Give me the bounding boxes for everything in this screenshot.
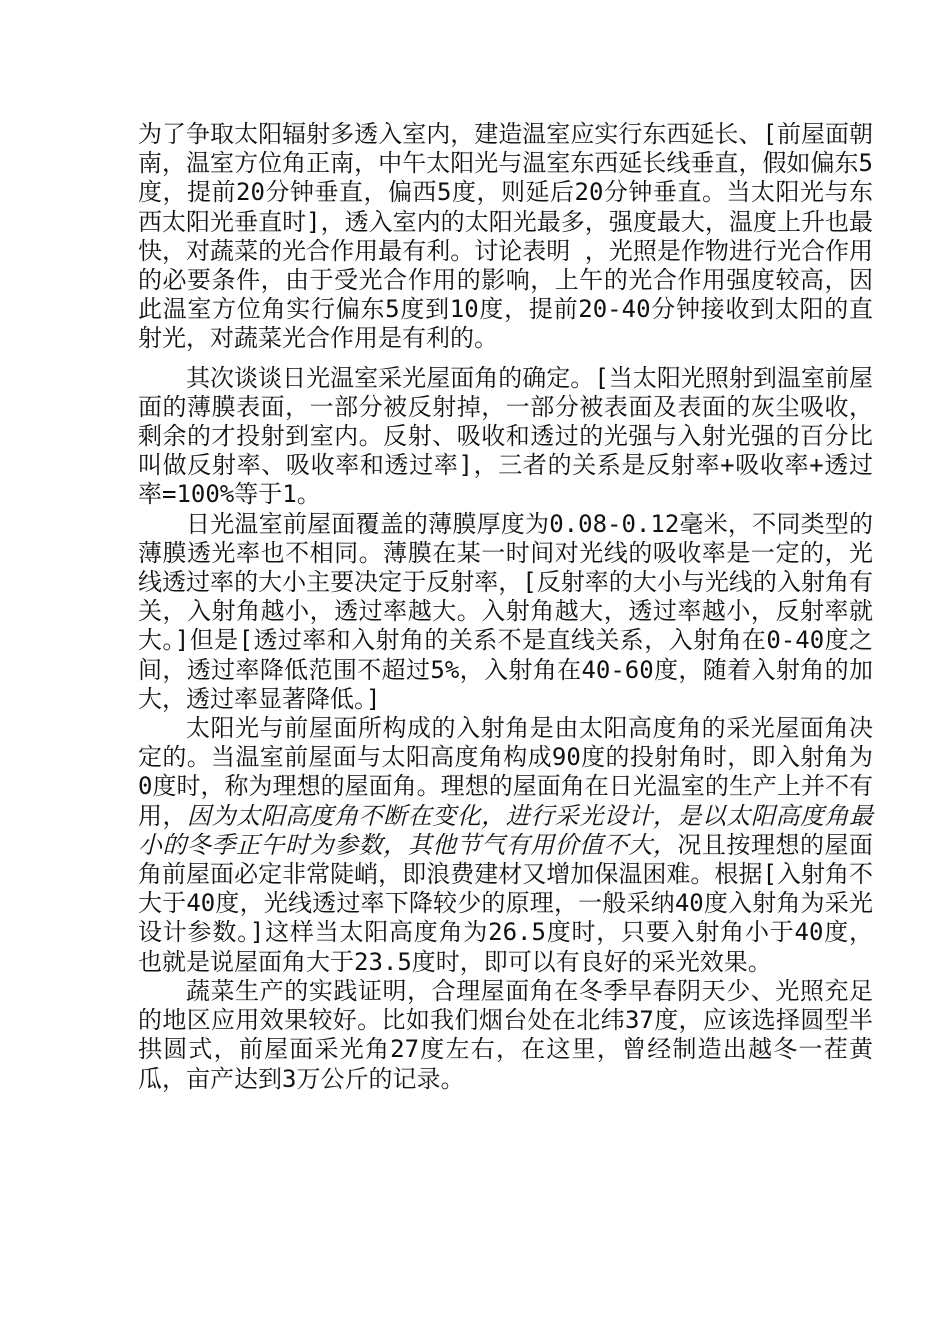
- paragraph-incidence-angle-part1: 太阳光与前屋面所构成的入射角是由太阳高度角的采光屋面角决定的。当温室前屋面与太阳高度角构成90度的投射角时，即入射角为0度时，称为理想的屋面角。理想的屋面角在日光温室的生产上并不有用，: [138, 714, 873, 830]
- paragraph-film-transmittance: 日光温室前屋面覆盖的薄膜厚度为0.08-0.12毫米，不同类型的薄膜透光率也不相同。薄膜在某一时间对光线的吸收率是一定的，光线透过率的大小主要决定于反射率，[反射率的大小与光线的入射角有关，入射角越小，透过率越大。入射角越大，透过率越小，反射率就大。]但是[透过率和入射角的关系不是直线关系，入射角在0-40度之间，透过率降低范围不超过5%，入射角在40-60度，随着入射角的加大，透过率显著降低。]: [138, 509, 873, 713]
- paragraph-incidence-angle-italic: 因为太阳高度角不断在变化，进行采光设计，是以太阳高度角最小的冬季正午时为参数，其他节气有用价值不大，: [138, 801, 874, 859]
- paragraph-incidence-angle-part2: 况且按理想的屋面角前屋面必定非常陡峭，即浪费建材又增加保温困难。根据[入射角不大于40度，光线透过率下降较少的原理，一般采纳40度入射角为采光设计参数。]这样当太阳高度角为26.5度时，只要入射角小于40度，也就是说屋面角大于23.5度时，即可以有良好的采光效果。: [138, 830, 874, 976]
- paragraph-incidence-angle: [138, 714, 873, 977]
- paragraph-practice: 蔬菜生产的实践证明，合理屋面角在冬季早春阴天少、光照充足的地区应用效果较好。比如我们烟台处在北纬37度，应该选择圆型半拱圆式，前屋面采光角27度左右，在这里，曾经制造出越冬一茬黄瓜，亩产达到3万公斤的记录。: [138, 976, 873, 1093]
- document-page: [138, 120, 873, 1094]
- paragraph-roof-angle-intro: 其次谈谈日光温室采光屋面角的确定。[当太阳光照射到温室前屋面的薄膜表面，一部分被反射掉，一部分被表面及表面的灰尘吸收，剩余的才投射到室内。反射、吸收和透过的光强与入射光强的百分比叫做反射率、吸收率和透过率]，三者的关系是反射率+吸收率+透过率=100%等于1。: [138, 363, 873, 509]
- paragraph-orientation: 为了争取太阳辐射多透入室内，建造温室应实行东西延长、[前屋面朝南，温室方位角正南，中午太阳光与温室东西延长线垂直，假如偏东5度，提前20分钟垂直，偏西5度，则延后20分钟垂直。当太阳光与东西太阳光垂直时]，透入室内的太阳光最多，强度最大，温度上升也最快，对蔬菜的光合作用最有利。讨论表明 ，光照是作物进行光合作用的必要条件，由于受光合作用的影响，上午的光合作用强度较高，因此温室方位角实行偏东5度到10度，提前20-40分钟接收到太阳的直射光，对蔬菜光合作用是有利的。: [138, 120, 873, 353]
